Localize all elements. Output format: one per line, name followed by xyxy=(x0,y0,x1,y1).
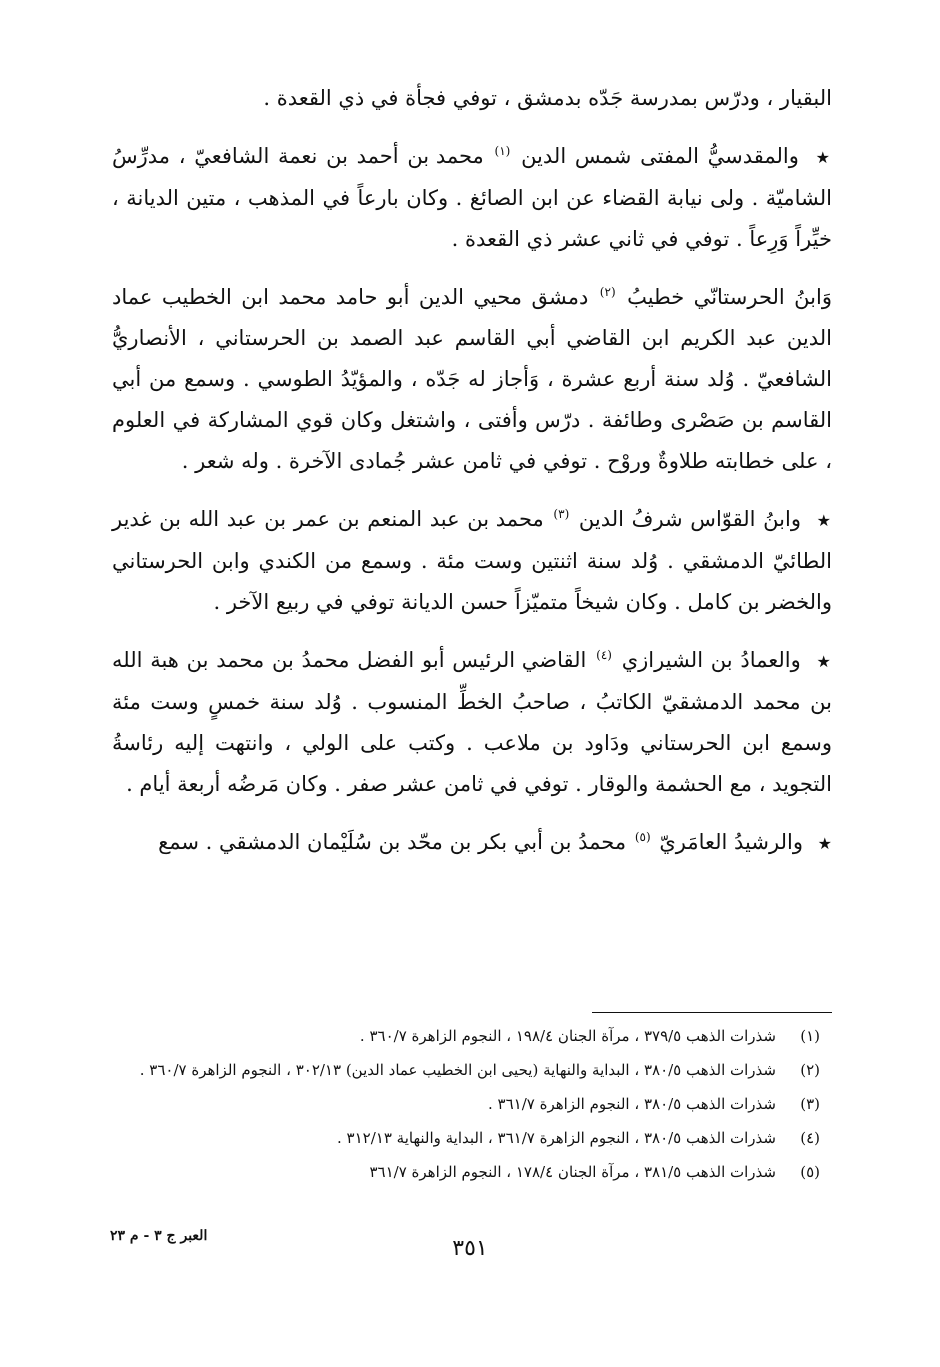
paragraph-5 xyxy=(112,817,832,864)
star-icon: ★ xyxy=(816,652,832,671)
footnote-ref[interactable]: (٥) xyxy=(634,830,651,844)
footnote-4 xyxy=(108,1122,820,1154)
star-icon: ★ xyxy=(815,148,832,167)
footnote-ref[interactable]: (١) xyxy=(494,144,511,158)
star-icon: ★ xyxy=(817,834,832,853)
paragraph-text: محمد بن أحمد بن نعمة الشافعيّ ، مدرِّسُ الشاميّة . ولى نيابة القضاء عن ابن الصائغ . وكان بارعاً في المذهب ، متين الديانة ، خيِّراً وَرِعاً . توفي في ثاني عشر ذي القعدة . xyxy=(112,144,832,251)
star-icon: ★ xyxy=(816,511,832,530)
paragraph-text: وابنُ القوّاس شرفُ الدين xyxy=(578,507,801,531)
footnote-divider xyxy=(592,1012,832,1013)
footnote-ref[interactable]: (٢) xyxy=(599,285,616,299)
paragraph-text: وَابنُ الحرستانّي خطيبُ xyxy=(627,285,832,309)
paragraph-text: والرشيدُ العامَريّ xyxy=(659,830,803,854)
main-text xyxy=(112,78,832,876)
printer-signature: العبر ج ٣ - م ٢٣ xyxy=(110,1228,208,1244)
paragraph-text: والمقدسيُّ المفتى شمس الدين xyxy=(521,144,799,168)
footnote-number: (٤) xyxy=(800,1129,820,1147)
footnote-ref[interactable]: (٣) xyxy=(553,507,570,521)
footnote-text: شذرات الذهب ٣٧٩/٥ ، مرآة الجنان ١٩٨/٤ ، النجوم الزاهرة ٣٦٠/٧ . xyxy=(359,1027,776,1045)
paragraph-text: القاضي الرئيس أبو الفضل محمدُ بن محمد بن هبة الله بن محمد الدمشقيّ الكاتبُ ، صاحبُ الخطِّ المنسوب . وُلد سنة خمسٍ وست مئة وسمع ابن الحرستاني ودَاود بن ملاعب . وكتب على الولي ، وانتهت إليه رئاسةُ التجويد ، مع الحشمة والوقار . توفي في ثامن عشر صفر . وكان مَرضُه أربعة أيام . xyxy=(112,648,832,796)
paragraph-1 xyxy=(112,131,832,260)
footnote-2 xyxy=(108,1054,820,1086)
footnote-text: شذرات الذهب ٣٨٠/٥ ، النجوم الزاهرة ٣٦١/٧ ، البداية والنهاية ٣١٢/١٣ . xyxy=(337,1129,776,1147)
footnote-text: شذرات الذهب ٣٨٠/٥ ، البداية والنهاية (يحيى ابن الخطيب عماد الدين) ٣٠٢/١٣ ، النجوم الزاهرة ٣٦٠/٧ . xyxy=(139,1061,776,1079)
paragraph-text: والعمادُ بن الشيرازي xyxy=(621,648,801,672)
footnote-number: (٥) xyxy=(800,1163,820,1181)
paragraph-text: محمدُ بن أبي بكر بن محّد بن سُلَيْمان الدمشقي . سمع xyxy=(158,830,627,854)
paragraph-text: محمد بن عبد المنعم بن عمر بن عبد الله بن غدير الطائيّ الدمشقي . وُلد سنة اثنتين وست مئة . وسمع من الكندي وابن الحرستاني والخضر بن كامل . وكان شيخاً متميّزاً حسن الديانة توفي في ربيع الآخر . xyxy=(112,507,832,614)
footnote-number: (١) xyxy=(800,1027,820,1045)
footnotes xyxy=(108,1020,820,1190)
footnote-text: شذرات الذهب ٣٨٠/٥ ، النجوم الزاهرة ٣٦١/٧ . xyxy=(488,1095,776,1113)
paragraph-4 xyxy=(112,635,832,805)
footnote-ref[interactable]: (٤) xyxy=(596,648,612,662)
paragraph-3 xyxy=(112,494,832,623)
footnote-text: شذرات الذهب ٣٨١/٥ ، مرآة الجنان ١٧٨/٤ ، النجوم الزاهرة ٣٦١/٧ xyxy=(369,1163,776,1181)
footnote-number: (٢) xyxy=(800,1061,820,1079)
footnote-3 xyxy=(108,1088,820,1120)
page-number: ٣٥١ xyxy=(452,1236,488,1261)
paragraph-text: دمشق محيي الدين أبو حامد محمد ابن الخطيب عماد الدين عبد الكريم ابن القاضي أبي القاسم عبد الصمد بن الحرستاني ، الأنصاريُّ الشافعيّ . وُلد سنة أربع عشرة ، وَأجاز له جَدّه ، والمؤيّدُ الطوسي . وسمع من أبي القاسم بن صَصْرى وطائفة . درّس وأفتى ، واشتغل وكان قوي المشاركة في العلوم ، على خطابته طلاوةٌ وروْح . توفي في ثامن عشر جُمادى الآخرة . وله شعر . xyxy=(112,285,832,473)
paragraph-0 xyxy=(112,78,832,119)
footnote-1 xyxy=(108,1020,820,1052)
paragraph-text: البقيار ، ودرّس بمدرسة جَدّه بدمشق ، توفي فجأة في ذي القعدة . xyxy=(263,86,832,110)
paragraph-2 xyxy=(112,272,832,482)
footnote-5 xyxy=(108,1156,820,1188)
footnote-number: (٣) xyxy=(800,1095,820,1113)
